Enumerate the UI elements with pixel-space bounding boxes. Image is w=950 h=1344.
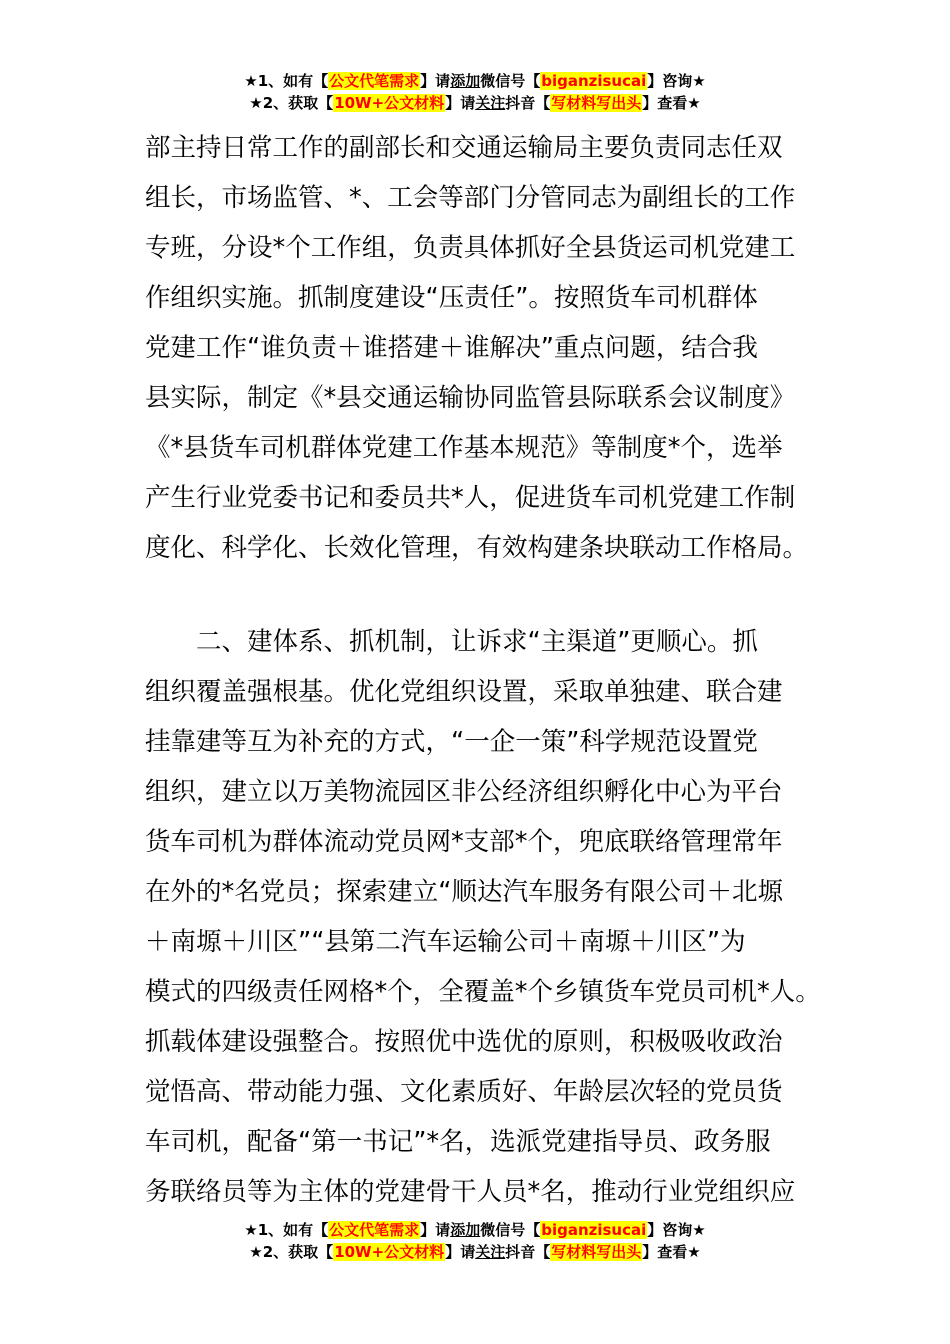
text-line: 县实际，制定《*县交通运输协同监管县际联系会议制度》 xyxy=(145,383,796,413)
header-banner-line-2: ★2、获取【10W+公文材料】请关注抖音【写材料写出头】查看★ xyxy=(249,94,701,112)
text-line: 专班，分设*个工作组，负责具体抓好全县货运司机党建工 xyxy=(145,233,796,263)
text-line: 部主持日常工作的副部长和交通运输局主要负责同志任双 xyxy=(145,133,783,163)
text-line: 挂靠建等互为补充的方式，“一企一策”科学规范设置党 xyxy=(145,727,758,757)
text-line: 产生行业党委书记和委员共*人，促进货车司机党建工作制 xyxy=(145,483,796,513)
paragraph-1 xyxy=(145,123,810,573)
header-banner xyxy=(0,70,950,114)
text-line: 车司机，配备“第一书记”*名，选派党建指导员、政务服 xyxy=(145,1127,771,1157)
douyin-id-highlight: 写材料写出头 xyxy=(551,94,642,112)
text-line: 模式的四级责任网格*个，全覆盖*个乡镇货车党员司机*人。 xyxy=(145,977,821,1007)
footer-banner-line-1: ★1、如有【公文代笔需求】请添加微信号【biganzisucai】咨询★ xyxy=(244,1221,706,1239)
text-line: ＋南塬＋川区”“县第二汽车运输公司＋南塬＋川区”为 xyxy=(145,927,746,957)
service-highlight: 公文代笔需求 xyxy=(329,72,420,90)
text-line: 在外的*名党员；探索建立“顺达汽车服务有限公司＋北塬 xyxy=(145,877,783,907)
footer-banner xyxy=(0,1219,950,1263)
text-line: 货车司机为群体流动党员网*支部*个，兜底联络管理常年 xyxy=(145,827,783,857)
text-line: 组织覆盖强根基。优化党组织设置，采取单独建、联合建 xyxy=(145,677,783,707)
materials-highlight: 10W+公文材料 xyxy=(334,94,445,112)
text-line: 抓载体建设强整合。按照优中选优的原则，积极吸收政治 xyxy=(145,1027,783,1057)
text-line: 《*县货车司机群体党建工作基本规范》等制度*个，选举 xyxy=(145,433,783,463)
text-line: 务联络员等为主体的党建骨干人员*名，推动行业党组织应 xyxy=(145,1177,796,1207)
text-line: 作组织实施。抓制度建设“压责任”。按照货车司机群体 xyxy=(145,283,758,313)
service-highlight: 公文代笔需求 xyxy=(329,1221,420,1239)
footer-banner-line-2: ★2、获取【10W+公文材料】请关注抖音【写材料写出头】查看★ xyxy=(249,1243,701,1261)
text-line: 觉悟高、带动能力强、文化素质好、年龄层次轻的党员货 xyxy=(145,1077,783,1107)
text-line: 度化、科学化、长效化管理，有效构建条块联动工作格局。 xyxy=(145,533,809,563)
douyin-id-highlight: 写材料写出头 xyxy=(551,1243,642,1261)
text-line: 组织，建立以万美物流园区非公经济组织孵化中心为平台 xyxy=(145,777,783,807)
header-banner-line-1: ★1、如有【公文代笔需求】请添加微信号【biganzisucai】咨询★ xyxy=(244,72,706,90)
section-heading-line: 二、建体系、抓机制，让诉求“主渠道”更顺心。抓 xyxy=(145,627,758,657)
wechat-id-highlight: biganzisucai xyxy=(541,72,647,90)
materials-highlight: 10W+公文材料 xyxy=(334,1243,445,1261)
text-line: 组长，市场监管、*、工会等部门分管同志为副组长的工作 xyxy=(145,183,796,213)
paragraph-2 xyxy=(145,617,821,1217)
wechat-id-highlight: biganzisucai xyxy=(541,1221,647,1239)
text-line: 党建工作“谁负责＋谁搭建＋谁解决”重点问题，结合我 xyxy=(145,333,758,363)
